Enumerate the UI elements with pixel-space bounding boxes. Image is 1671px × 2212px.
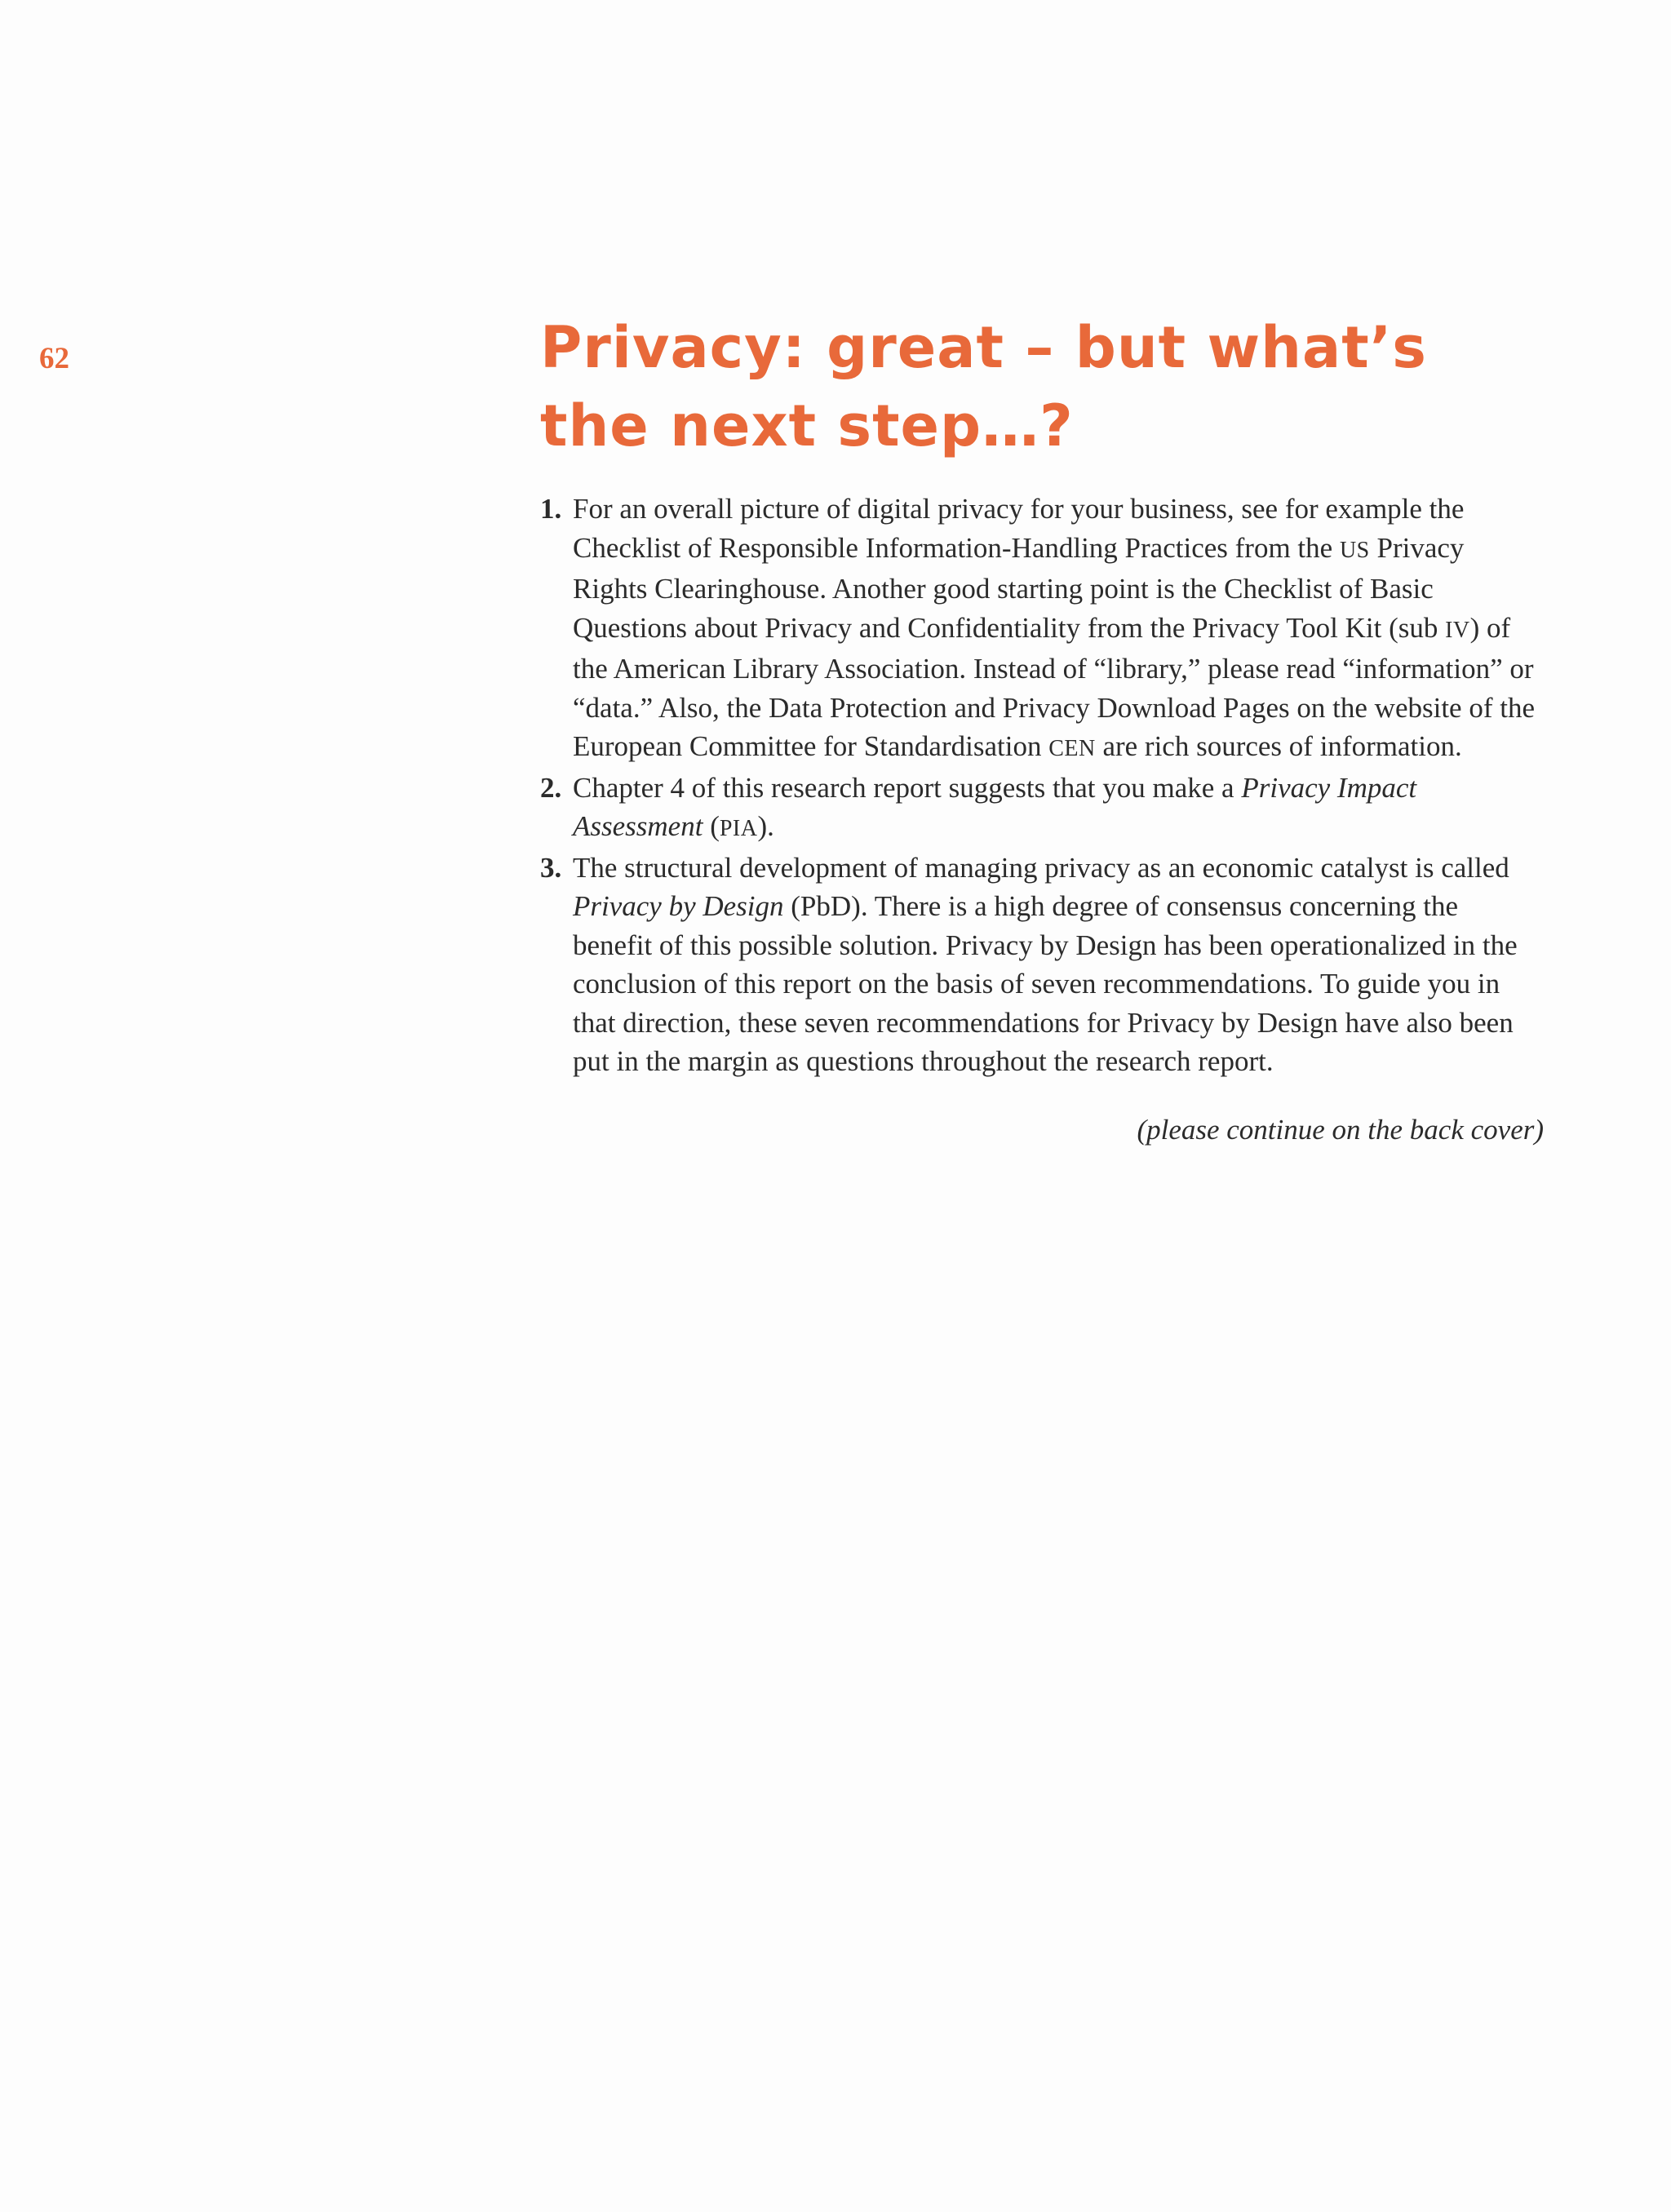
list-item-text: Chapter 4 of this research report suggests that you make a xyxy=(573,771,1242,804)
list-item-3 xyxy=(540,849,1544,1081)
list-item-text: Privacy Rights Clearinghouse. Another good starting point is the Checklist of Basic Questions about Privacy and Confidentiality from the Privacy Tool Kit (sub xyxy=(573,531,1465,644)
list-item-text: are rich sources of information. xyxy=(1095,730,1462,762)
list-item-text: ) of the American Library Association. Instead of “library,” please read “information” or “data.” Also, the Data Protection and Privacy Download Pages on the website of the European Committee for Standardisation xyxy=(573,611,1535,762)
list-item-text: ( xyxy=(703,810,720,842)
page-title-line-1: Privacy: great – but what’s xyxy=(540,314,1427,381)
list-item-2 xyxy=(540,769,1544,849)
list-item-number: 3. xyxy=(540,851,562,884)
list-item-text: For an overall picture of digital privacy for your business, see for example the Checklist of Responsible Information-Handling Practices from the xyxy=(573,493,1465,564)
abbreviation-pia: PIA xyxy=(719,816,758,841)
list-item-text: ). xyxy=(757,810,774,842)
next-steps-list xyxy=(540,490,1544,1081)
page-title-line-2: the next step…? xyxy=(540,392,1074,459)
abbreviation-us: US xyxy=(1339,537,1370,563)
abbreviation-iv: IV xyxy=(1445,617,1470,643)
page-number: 62 xyxy=(39,342,69,375)
abbreviation-cen: CEN xyxy=(1048,736,1096,761)
emphasis-term: Privacy Impact Assessment xyxy=(573,771,1417,842)
list-item-text: The structural development of managing privacy as an economic catalyst is called xyxy=(573,851,1509,884)
page-title xyxy=(540,308,1601,465)
emphasis-term: Privacy by Design xyxy=(573,890,784,922)
main-content xyxy=(540,490,1544,1149)
list-item-number: 1. xyxy=(540,493,562,525)
list-item-number: 2. xyxy=(540,771,562,804)
list-item-1 xyxy=(540,490,1544,769)
continue-note: (please continue on the back cover) xyxy=(1137,1113,1544,1146)
list-item-text: (PbD). There is a high degree of consensus concerning the benefit of this possible solution. Privacy by Design has been operationalized in the conclusion of this report on the basis of seven recommendations. To guide you in that direction, these seven recommendations for Privacy by Design have also been put in the margin as questions throughout the research report. xyxy=(573,890,1518,1077)
